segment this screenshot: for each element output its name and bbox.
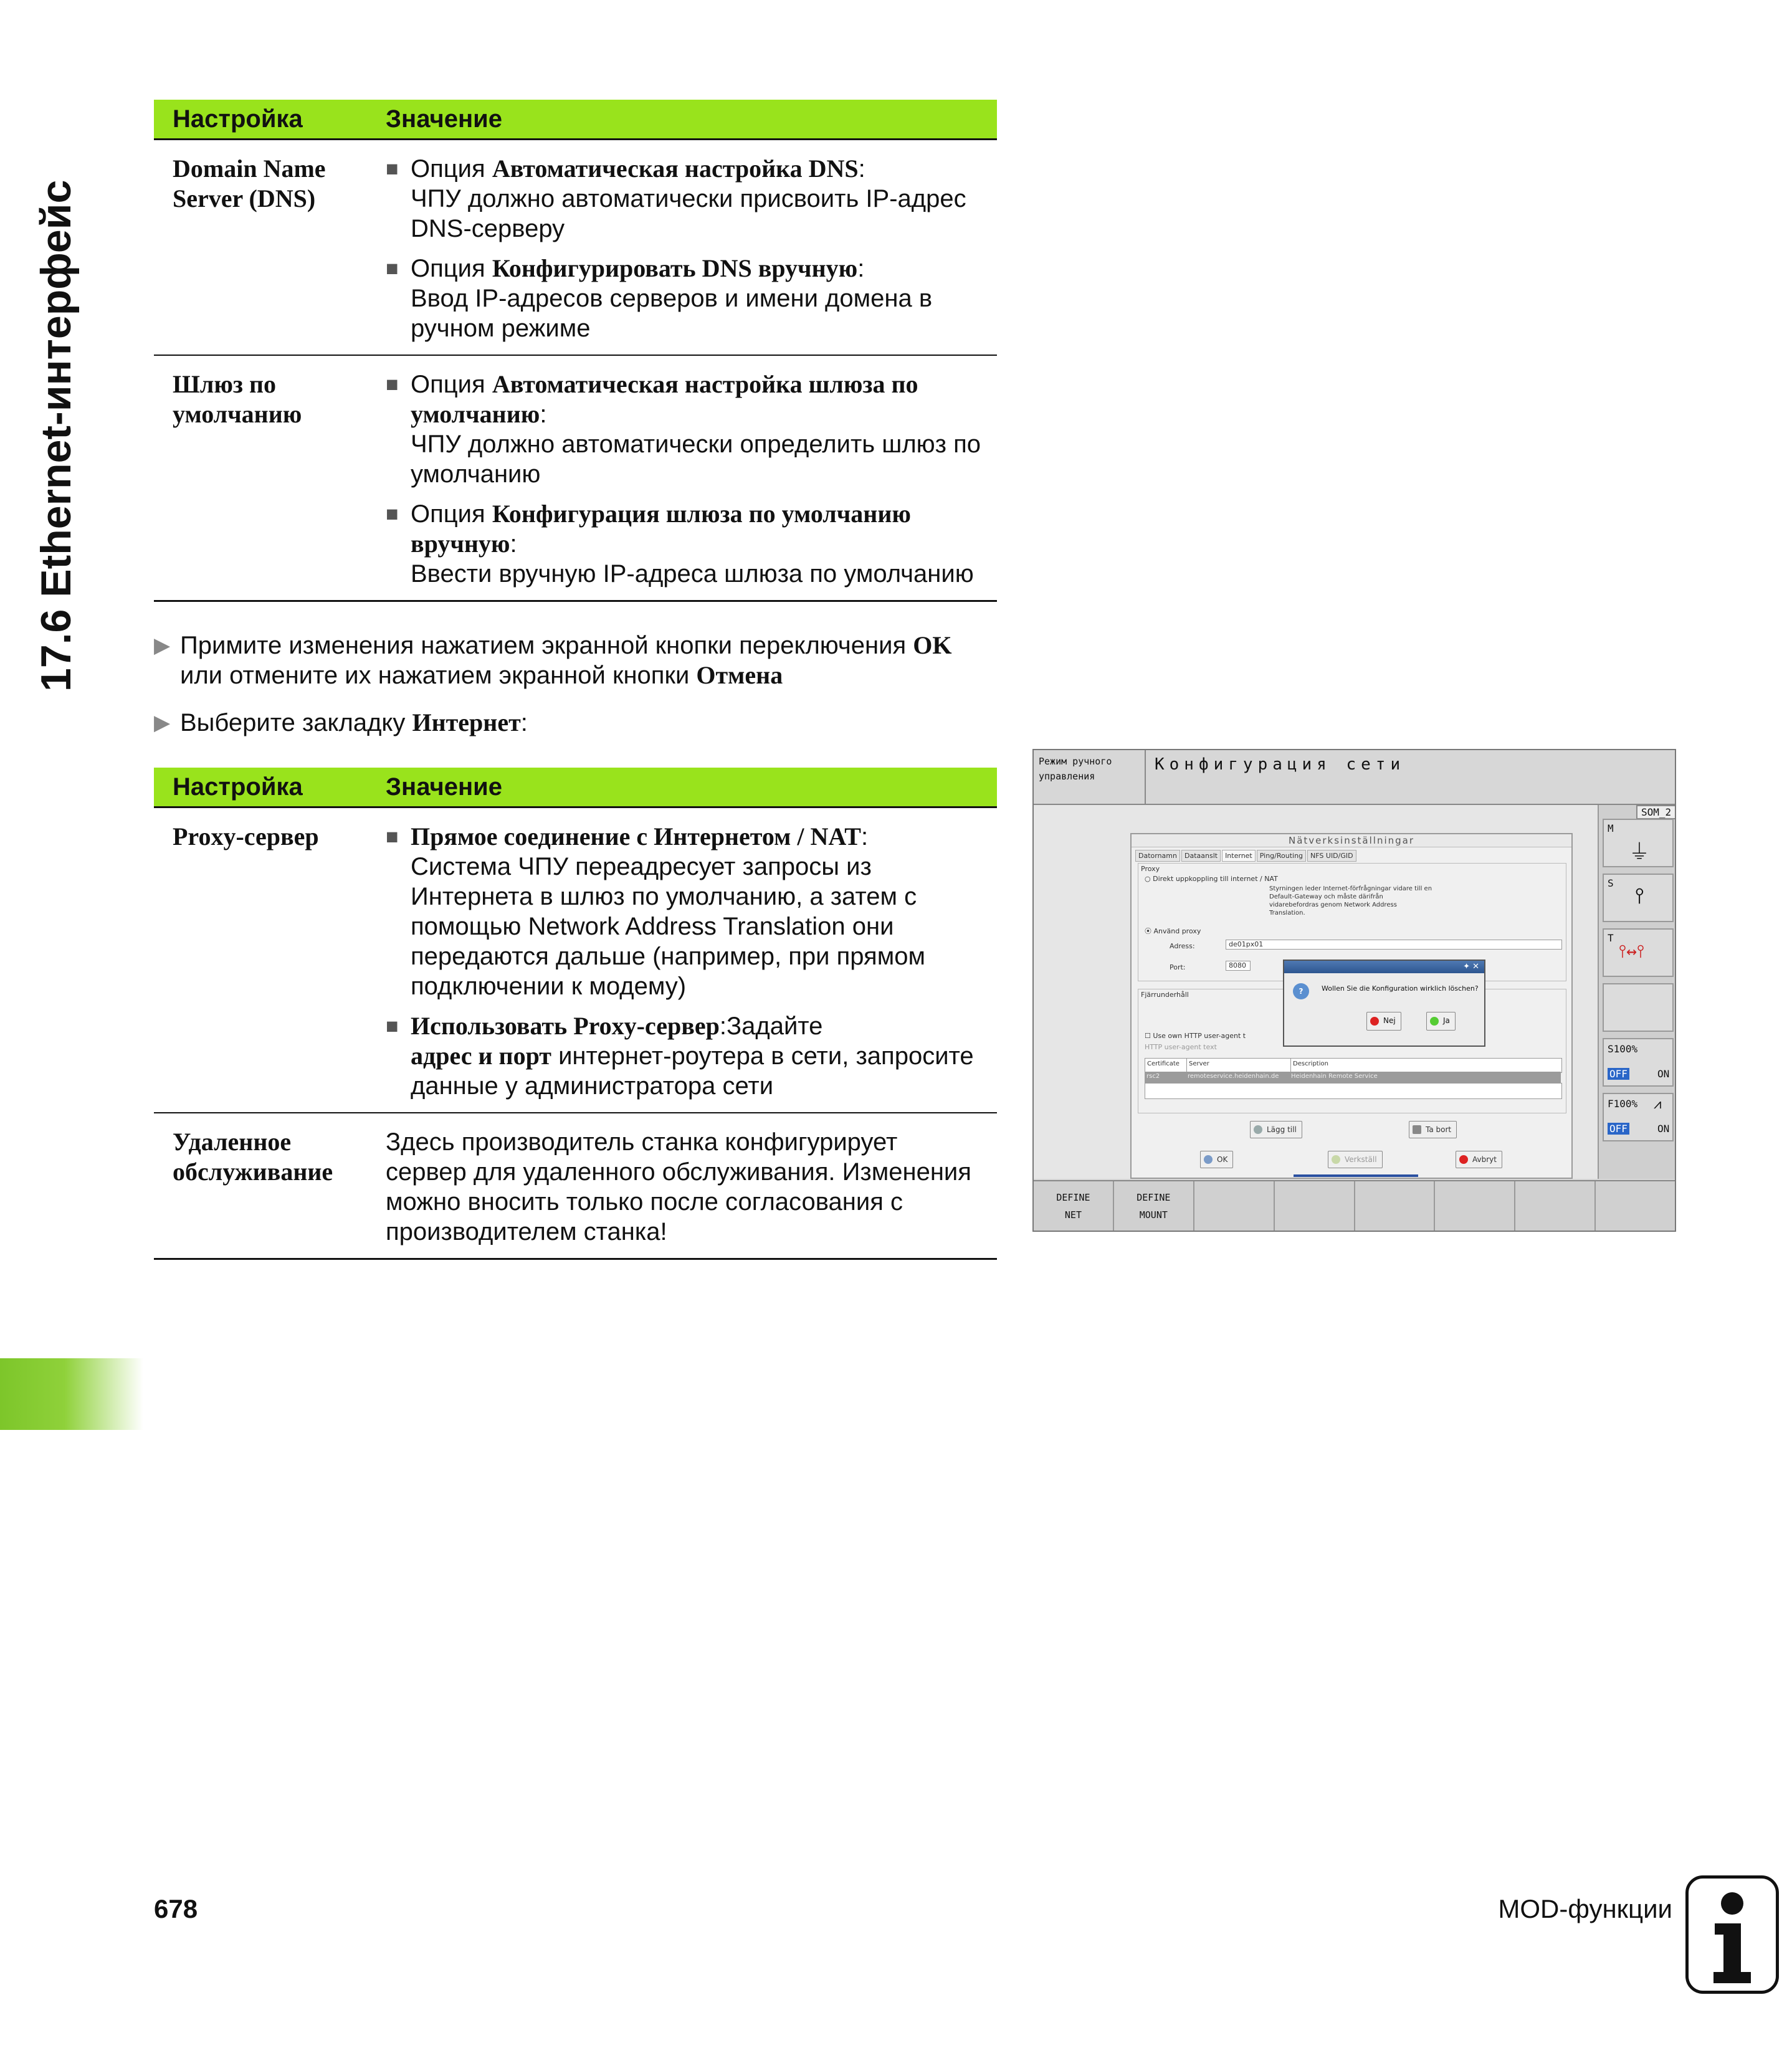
s-function-cell[interactable] — [1603, 874, 1674, 922]
note-line: Styrningen leder Internet-förfrågningar vidare till en — [1269, 885, 1432, 892]
feed-wave-icon: ⩘ — [1654, 1097, 1662, 1112]
cancel-icon — [1459, 1155, 1468, 1164]
ok-icon — [1204, 1155, 1213, 1164]
softkey-empty[interactable] — [1275, 1181, 1355, 1232]
header-setting: Настройка — [173, 105, 303, 133]
setting-value — [386, 369, 997, 589]
info-icon — [1685, 1875, 1779, 1994]
trash-icon — [1413, 1125, 1421, 1134]
main-content — [154, 100, 997, 1260]
add-button[interactable] — [1250, 1121, 1302, 1138]
cell-description: Heidenhain Remote Service — [1291, 1073, 1378, 1080]
bullet-square-icon: ■ — [386, 257, 399, 280]
softkey-line: DEFINE — [1137, 1192, 1171, 1203]
setting-name: Шлюз по умолчанию — [173, 370, 302, 428]
tab-datornamn[interactable]: Datornamn — [1135, 850, 1180, 862]
step-key: OK — [913, 631, 952, 659]
table-header — [154, 768, 997, 808]
note-line: Default-Gateway och måste därifrån — [1269, 893, 1383, 900]
option-prefix: Опция — [411, 500, 492, 528]
button-label: OK — [1217, 1155, 1228, 1164]
workspace — [1034, 805, 1598, 1179]
yes-icon — [1430, 1017, 1439, 1026]
option-colon: : — [858, 155, 865, 183]
option-name: Конфигурировать DNS вручную — [492, 254, 858, 282]
button-label: Avbryt — [1472, 1155, 1497, 1164]
cert-table-body — [1145, 1083, 1562, 1099]
option-key: адрес — [411, 1042, 472, 1070]
override-value: F100% — [1608, 1098, 1638, 1110]
softkey-line: MOUNT — [1139, 1209, 1168, 1221]
option-description: Система ЧПУ переадресует запросы из Интернета в шлюз по умолчанию, а затем с помощью Network Address Translation они передаются дальше (например, при прямом подключении к модему) — [411, 853, 925, 1000]
direct-note — [1269, 885, 1432, 917]
cell-certificate: rsc2 — [1146, 1073, 1160, 1080]
on-label: ON — [1657, 1068, 1670, 1080]
step-text: : — [520, 709, 528, 736]
spindle-override-cell[interactable] — [1603, 1038, 1674, 1087]
option-colon: : — [860, 823, 869, 850]
option-item — [386, 369, 997, 489]
bullet-square-icon: ■ — [386, 825, 399, 849]
dialog-title: Nätverksinställningar — [1132, 834, 1571, 847]
checkbox-label: Use own HTTP user-agent t — [1153, 1032, 1246, 1040]
http-agent-label: HTTP user-agent text — [1145, 1043, 1217, 1051]
adress-input[interactable]: de01px01 — [1226, 940, 1562, 950]
confirm-titlebar: ✦ ✕ — [1284, 961, 1484, 973]
step-text: Выберите закладку — [180, 709, 412, 736]
softkey-empty[interactable] — [1596, 1181, 1676, 1232]
bullet-square-icon: ■ — [386, 157, 399, 181]
option-item — [386, 1011, 997, 1101]
adress-label: Adress: — [1170, 942, 1195, 950]
button-label: Ja — [1443, 1016, 1450, 1025]
note-line: Translation. — [1269, 910, 1305, 917]
on-label: ON — [1657, 1123, 1670, 1135]
screen-title: Конфигурация сети — [1155, 755, 1406, 774]
header-value: Значение — [386, 773, 502, 801]
status-panel — [1598, 805, 1676, 1179]
empty-cell — [1603, 983, 1674, 1032]
option-name: Прямое соединение с Интернетом / NAT — [411, 822, 861, 850]
option-description: ЧПУ должно автоматически присвоить IP-адрес DNS-серверу — [411, 185, 966, 242]
option-item — [386, 822, 997, 1001]
col-certificate: Certificate — [1145, 1059, 1187, 1072]
table-header — [154, 100, 997, 140]
m-function-cell[interactable] — [1603, 819, 1674, 867]
settings-table-2 — [154, 768, 997, 1260]
mode-line: Режим ручного — [1039, 756, 1112, 767]
table-row-proxy — [154, 808, 997, 1113]
override-value: S100% — [1608, 1043, 1638, 1055]
bullet-square-icon: ■ — [386, 502, 399, 526]
setting-value — [386, 154, 997, 343]
radio-label: Direkt uppkoppling till internet / NAT — [1153, 875, 1278, 883]
confirm-message: Wollen Sie die Konfiguration wirklich löschen? — [1322, 984, 1479, 993]
screen-header — [1034, 750, 1676, 805]
setting-name: Proxy-сервер — [173, 822, 319, 850]
radio-label: Använd proxy — [1153, 927, 1201, 935]
cancel-button[interactable] — [1456, 1151, 1502, 1168]
softkey-bar — [1034, 1180, 1676, 1232]
button-label: Verkställ — [1345, 1155, 1377, 1164]
page-number: 678 — [154, 1894, 198, 1923]
setting-name: Удаленное обслуживание — [173, 1128, 333, 1186]
option-description: Ввести вручную IP-адреса шлюза по умолчанию — [411, 560, 974, 588]
step-key: Отмена — [696, 661, 783, 689]
remove-button[interactable] — [1409, 1121, 1457, 1138]
radio-selected-icon: ⦿ — [1145, 927, 1151, 935]
remote-label: Fjärrunderhåll — [1141, 991, 1189, 999]
checkbox-icon: ☐ — [1145, 1032, 1151, 1040]
apply-button[interactable] — [1328, 1151, 1383, 1168]
radio-direct[interactable] — [1145, 875, 1278, 883]
checkmark-icon — [1332, 1155, 1340, 1164]
softkey-empty[interactable] — [1194, 1181, 1275, 1232]
t-function-cell[interactable] — [1603, 928, 1674, 977]
option-colon: : — [719, 1012, 727, 1040]
option-colon: : — [857, 255, 865, 282]
confirm-dialog — [1283, 960, 1485, 1047]
option-prefix: Опция — [411, 155, 492, 183]
settings-table-1 — [154, 100, 997, 602]
option-description: интернет-роутера в сети, запросите данные у администратора сети — [411, 1042, 974, 1100]
yes-button[interactable] — [1426, 1012, 1456, 1031]
section-title: 17.6 Ethernet-интерфейс — [32, 179, 80, 692]
note-line: vidarebefordras genom Network Address — [1269, 902, 1397, 908]
tool-change-icon: ⫯↔⫯ — [1619, 941, 1645, 961]
tab-dataanslt[interactable]: Dataanslt — [1181, 850, 1221, 862]
cell-label: T — [1608, 932, 1614, 944]
focus-indicator — [1294, 1174, 1418, 1177]
col-description: Description — [1293, 1060, 1328, 1067]
option-colon: : — [510, 530, 517, 558]
chapter-tab-marker — [0, 1358, 143, 1430]
softkey-line: DEFINE — [1056, 1192, 1090, 1203]
option-item — [386, 499, 997, 589]
cert-table-row[interactable] — [1145, 1072, 1561, 1083]
mode-indicator — [1034, 750, 1146, 804]
tool-icon: ⫯ — [1635, 883, 1644, 908]
button-label: Ta bort — [1426, 1125, 1452, 1134]
step-text: или отмените их нажатием экранной кнопки — [180, 662, 697, 689]
header-setting: Настройка — [173, 773, 303, 801]
option-key: порт — [498, 1042, 551, 1070]
option-item — [386, 154, 997, 244]
option-name: Автоматическая настройка шлюза по умолчанию — [411, 370, 918, 428]
button-label: Lägg till — [1267, 1125, 1297, 1134]
button-label: Nej — [1383, 1016, 1396, 1025]
step-key: Интернет — [412, 708, 521, 736]
off-badge: OFF — [1608, 1123, 1629, 1135]
cell-label: M — [1608, 822, 1614, 834]
option-name: Использовать Proxy-сервер — [411, 1012, 720, 1040]
cert-table-header — [1145, 1058, 1562, 1073]
softkey-empty[interactable] — [1435, 1181, 1515, 1232]
radio-icon: ○ — [1145, 875, 1151, 883]
tab-ping-routing[interactable]: Ping/Routing — [1257, 850, 1306, 862]
table-row-gateway — [154, 356, 997, 600]
option-text: Задайте — [726, 1012, 823, 1040]
header-value: Значение — [386, 105, 502, 133]
instruction-step — [154, 708, 997, 738]
softkey-empty[interactable] — [1355, 1181, 1436, 1232]
option-colon: : — [540, 401, 547, 428]
option-description: ЧПУ должно автоматически определить шлюз по умолчанию — [411, 431, 981, 488]
setting-value: Здесь производитель станка конфигурирует сервер для удаленного обслуживания. Изменения можно вносить только после согласования с производителем станка! — [386, 1128, 971, 1245]
option-prefix: Опция — [411, 371, 492, 398]
tab-nfs[interactable]: NFS UID/GID — [1307, 850, 1356, 862]
option-item — [386, 254, 997, 343]
option-text: и — [472, 1042, 499, 1070]
dialog-tabs — [1132, 847, 1571, 862]
step-text: Примите изменения нажатием экранной кнопки переключения — [180, 632, 913, 659]
mode-line: управления — [1039, 771, 1095, 782]
col-server: Server — [1187, 1059, 1291, 1072]
no-button[interactable] — [1366, 1012, 1401, 1031]
proxy-label: Proxy — [1141, 865, 1160, 873]
option-description: Ввод IP-адресов серверов и имени домена в ручном режиме — [411, 285, 933, 342]
ok-button[interactable] — [1200, 1151, 1233, 1168]
info-glyph — [1689, 1879, 1776, 1991]
question-icon: ? — [1293, 983, 1309, 999]
option-name: Конфигурация шлюза по умолчанию вручную — [411, 500, 911, 558]
no-icon — [1370, 1017, 1379, 1026]
softkey-define-net[interactable] — [1034, 1181, 1114, 1232]
cell-label: S — [1608, 877, 1614, 889]
spindle-icon: ⏚ — [1629, 840, 1650, 865]
cnc-screenshot — [1032, 749, 1676, 1232]
feed-override-cell[interactable] — [1603, 1093, 1674, 1141]
port-label: Port: — [1170, 963, 1186, 971]
table-row-remote — [154, 1113, 997, 1258]
softkey-define-mount[interactable] — [1114, 1181, 1194, 1232]
setting-name: Domain Name Server (DNS) — [173, 155, 326, 212]
option-name: Автоматическая настройка DNS — [492, 155, 859, 183]
cell-server: remoteservice.heidenhain.de — [1188, 1073, 1279, 1080]
user-agent-checkbox[interactable] — [1145, 1032, 1246, 1040]
radio-proxy[interactable] — [1145, 926, 1201, 936]
step-arrow-icon: ▶ — [154, 711, 171, 735]
step-arrow-icon: ▶ — [154, 634, 171, 657]
off-badge: OFF — [1608, 1068, 1629, 1080]
chapter-name: MOD-функции — [1498, 1894, 1672, 1923]
som-label: SOM_2 — [1636, 805, 1676, 819]
setting-value — [386, 822, 997, 1101]
tab-internet[interactable]: Internet — [1222, 850, 1256, 862]
add-icon — [1254, 1125, 1262, 1134]
port-input[interactable]: 8080 — [1226, 961, 1251, 971]
table-row-dns — [154, 140, 997, 356]
instruction-step — [154, 631, 997, 690]
bullet-square-icon: ■ — [386, 1014, 399, 1038]
softkey-empty[interactable] — [1515, 1181, 1596, 1232]
bullet-square-icon: ■ — [386, 373, 399, 396]
softkey-line: NET — [1064, 1209, 1082, 1221]
option-prefix: Опция — [411, 255, 492, 282]
